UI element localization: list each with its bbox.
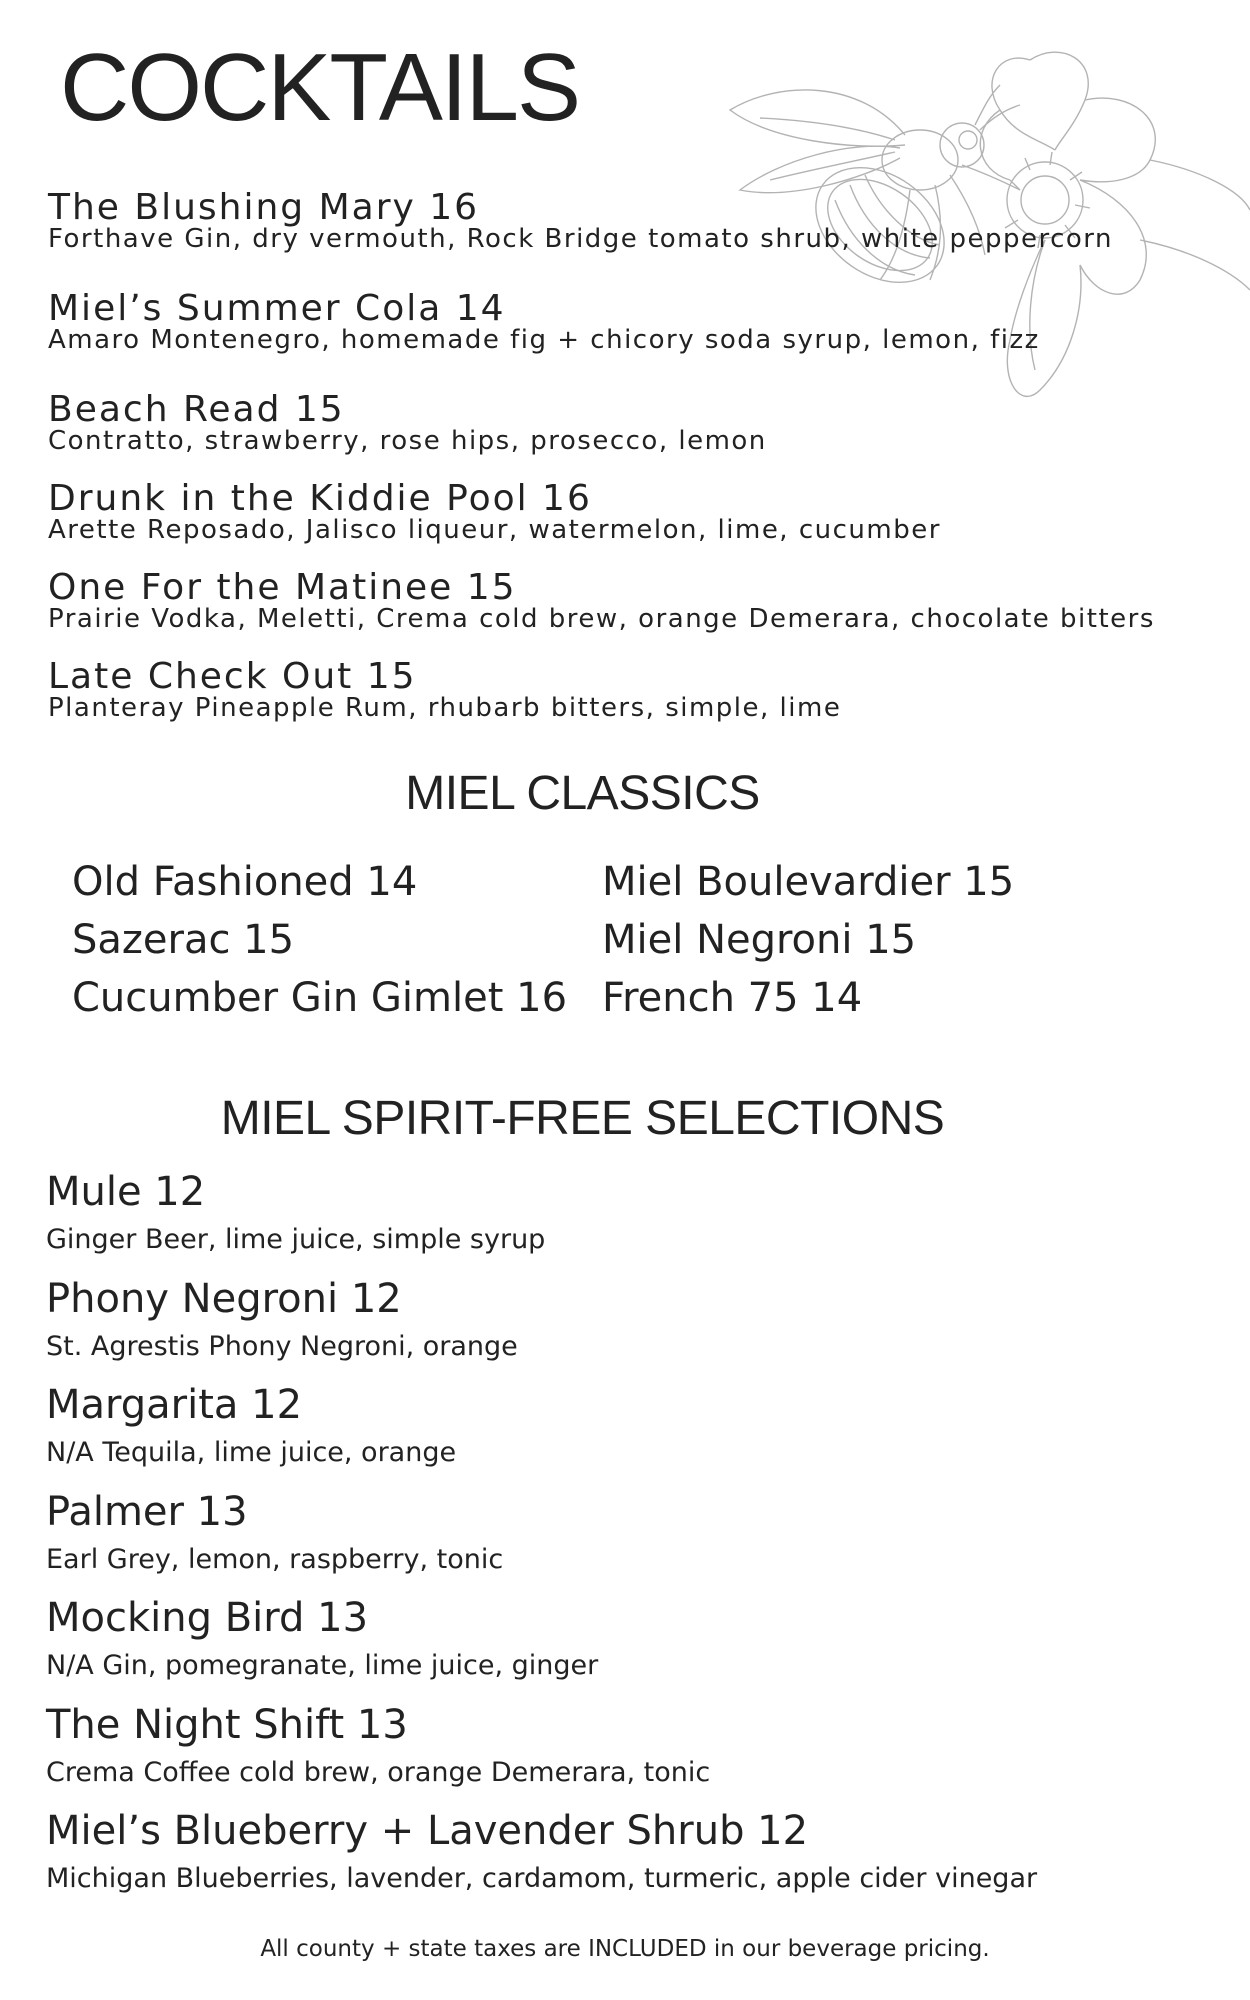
cocktail-description: Contratto, strawberry, rose hips, prosecco, lemon	[48, 426, 767, 456]
list-item	[48, 478, 1218, 570]
list-item	[48, 389, 1218, 481]
list-item: Cucumber Gin Gimlet 16	[72, 975, 568, 1021]
cocktail-name: Miel’s Summer Cola 14	[48, 288, 506, 329]
list-item	[46, 1381, 1196, 1488]
list-item	[48, 187, 1218, 291]
drink-description: Earl Grey, lemon, raspberry, tonic	[46, 1543, 504, 1575]
cocktail-list	[48, 187, 1218, 748]
spirit-free-heading: MIEL SPIRIT-FREE SELECTIONS	[220, 1092, 945, 1145]
cocktail-name: Late Check Out 15	[48, 656, 417, 697]
spirit-free-list	[46, 1168, 1196, 1914]
list-item: French 75 14	[602, 975, 863, 1021]
drink-description: St. Agrestis Phony Negroni, orange	[46, 1330, 518, 1362]
drink-name: Palmer 13	[46, 1488, 248, 1535]
cocktail-name: Drunk in the Kiddie Pool 16	[48, 478, 592, 519]
drink-description: N/A Tequila, lime juice, orange	[46, 1437, 457, 1468]
page-title: COCKTAILS	[60, 34, 579, 141]
list-item	[46, 1488, 1196, 1595]
list-item	[48, 288, 1218, 392]
cocktail-description: Forthave Gin, dry vermouth, Rock Bridge tomato shrub, white peppercorn	[48, 224, 1113, 254]
drink-description: N/A Gin, pomegranate, lime juice, ginger	[46, 1650, 599, 1681]
cocktail-name: Beach Read 15	[48, 389, 345, 430]
drink-description: Crema Coffee cold brew, orange Demerara, tonic	[46, 1756, 711, 1788]
list-item: Miel Negroni 15	[602, 917, 917, 963]
drink-name: Margarita 12	[46, 1382, 303, 1428]
list-item	[48, 656, 1218, 748]
list-item	[48, 567, 1218, 659]
list-item	[46, 1701, 1196, 1808]
drink-description: Ginger Beer, lime juice, simple syrup	[46, 1224, 546, 1255]
cocktail-name: One For the Matinee 15	[48, 567, 517, 608]
drink-name: Miel’s Blueberry + Lavender Shrub 12	[46, 1808, 809, 1854]
drink-name: Mocking Bird 13	[46, 1595, 369, 1641]
cocktail-description: Amaro Montenegro, homemade fig + chicory soda syrup, lemon, fizz	[48, 325, 1040, 355]
tax-note: All county + state taxes are INCLUDED in our beverage pricing.	[260, 1936, 990, 1962]
list-item: Sazerac 15	[72, 917, 295, 963]
cocktail-description: Prairie Vodka, Meletti, Crema cold brew, orange Demerara, chocolate bitters	[48, 604, 1155, 634]
list-item	[46, 1807, 1196, 1914]
list-item: Old Fashioned 14	[72, 859, 418, 905]
drink-name: Mule 12	[46, 1169, 206, 1215]
drink-name: The Night Shift 13	[46, 1701, 408, 1748]
cocktail-description: Arette Reposado, Jalisco liqueur, watermelon, lime, cucumber	[48, 515, 941, 545]
list-item: Miel Boulevardier 15	[602, 859, 1015, 905]
classics-heading: MIEL CLASSICS	[405, 767, 760, 820]
list-item	[46, 1168, 1196, 1275]
drink-description: Michigan Blueberries, lavender, cardamom, turmeric, apple cider vinegar	[46, 1863, 1038, 1894]
list-item	[46, 1275, 1196, 1382]
cocktail-description: Planteray Pineapple Rum, rhubarb bitters, simple, lime	[48, 693, 842, 723]
list-item	[46, 1594, 1196, 1701]
drink-name: Phony Negroni 12	[46, 1275, 402, 1322]
cocktail-name: The Blushing Mary 16	[48, 187, 480, 228]
classics-list	[72, 860, 1172, 1020]
